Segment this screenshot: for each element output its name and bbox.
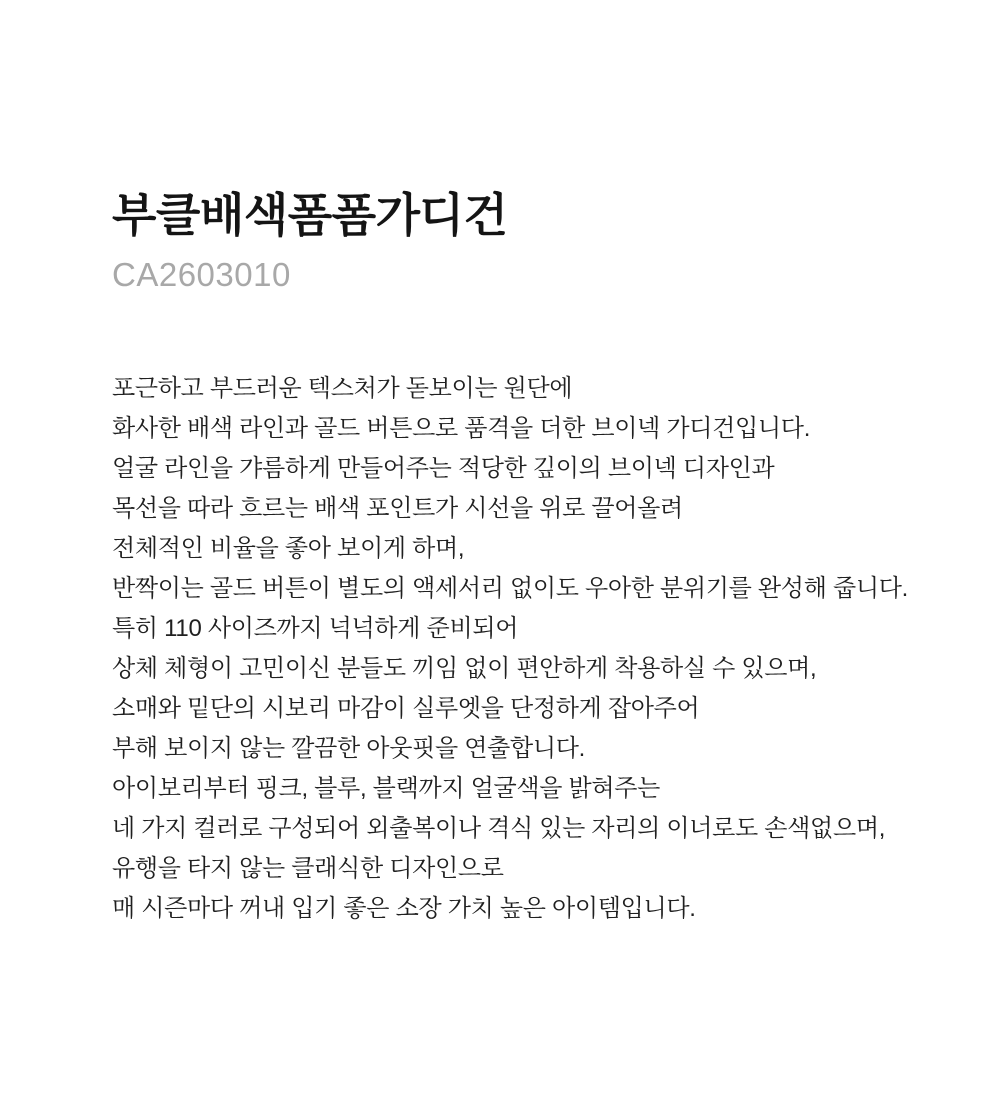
description-line: 아이보리부터 핑크, 블루, 블랙까지 얼굴색을 밝혀주는 (112, 775, 661, 802)
product-description (112, 369, 940, 989)
description-line: 부해 보이지 않는 깔끔한 아웃핏을 연출합니다. (112, 735, 586, 762)
product-code: CA2603010 (112, 256, 291, 293)
description-line: 목선을 따라 흐르는 배색 포인트가 시선을 위로 끌어올려 (112, 495, 683, 522)
description-line: 소매와 밑단의 시보리 마감이 실루엣을 단정하게 잡아주어 (112, 695, 700, 722)
description-line: 특히 110 사이즈까지 넉넉하게 준비되어 (112, 615, 519, 642)
description-line: 상체 체형이 고민이신 분들도 끼임 없이 편안하게 착용하실 수 있으며, (112, 655, 817, 682)
description-line: 네 가지 컬러로 구성되어 외출복이나 격식 있는 자리의 이너로도 손색없으며, (112, 815, 886, 842)
description-line: 얼굴 라인을 갸름하게 만들어주는 적당한 깊이의 브이넥 디자인과 (112, 455, 775, 482)
description-line: 매 시즌마다 꺼내 입기 좋은 소장 가치 높은 아이템입니다. (112, 895, 696, 922)
description-line: 반짝이는 골드 버튼이 별도의 액세서리 없이도 우아한 분위기를 완성해 줍니다. (112, 575, 908, 602)
description-line: 전체적인 비율을 좋아 보이게 하며, (112, 535, 465, 562)
description-line: 유행을 타지 않는 클래식한 디자인으로 (112, 855, 504, 882)
product-title: 부클배색폼폼가디건 (112, 189, 508, 241)
description-line: 화사한 배색 라인과 골드 버튼으로 품격을 더한 브이넥 가디건입니다. (112, 415, 811, 442)
description-line: 포근하고 부드러운 텍스처가 돋보이는 원단에 (112, 375, 573, 402)
